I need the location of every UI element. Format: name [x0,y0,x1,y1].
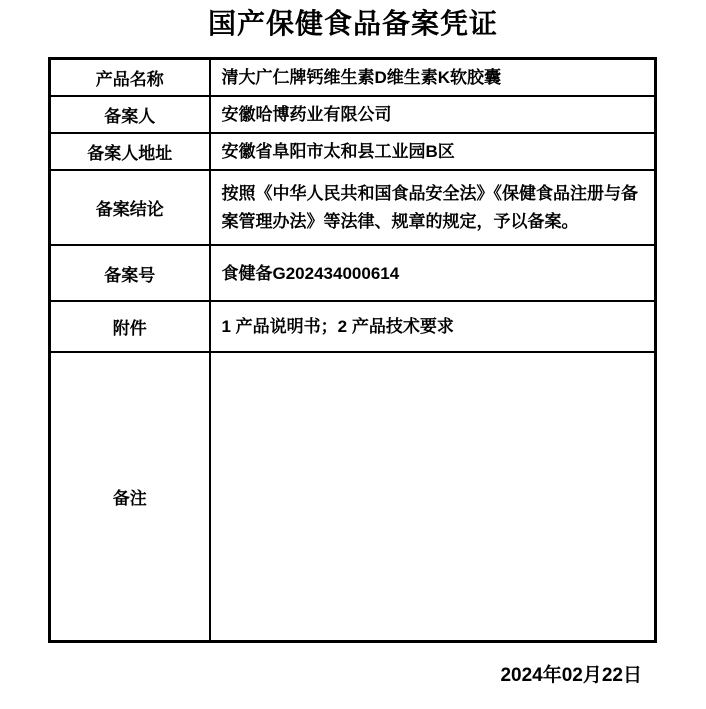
row-label-registrant-address: 备案人地址 [50,133,210,170]
row-label-filing-conclusion: 备案结论 [50,170,210,245]
row-value-filing-conclusion: 按照《中华人民共和国食品安全法》《保健食品注册与备案管理办法》等法律、规章的规定，予以备案。 [210,170,656,245]
table-row [50,96,656,133]
row-value-filing-number: 食健备G202434000614 [210,245,656,301]
row-label-registrant: 备案人 [50,96,210,133]
row-label-filing-number: 备案号 [50,245,210,301]
row-value-attachments: 1 产品说明书；2 产品技术要求 [210,301,656,352]
row-value-registrant-address: 安徽省阜阳市太和县工业园B区 [210,133,656,170]
row-label-attachments: 附件 [50,301,210,352]
table-row [50,301,656,352]
row-value-registrant: 安徽哈博药业有限公司 [210,96,656,133]
row-label-remarks: 备注 [50,352,210,641]
issue-date: 2024年02月22日 [500,664,642,686]
row-value-product-name: 清大广仁牌钙维生素D维生素K软胶囊 [210,58,656,96]
page-title: 国产保健食品备案凭证 [207,7,498,40]
table-row [50,352,656,641]
certificate-table [48,57,657,643]
table-row [50,245,656,301]
row-value-remarks [210,352,656,641]
table-row [50,133,656,170]
table-row [50,58,656,96]
table-row [50,170,656,245]
row-label-product-name: 产品名称 [50,58,210,96]
